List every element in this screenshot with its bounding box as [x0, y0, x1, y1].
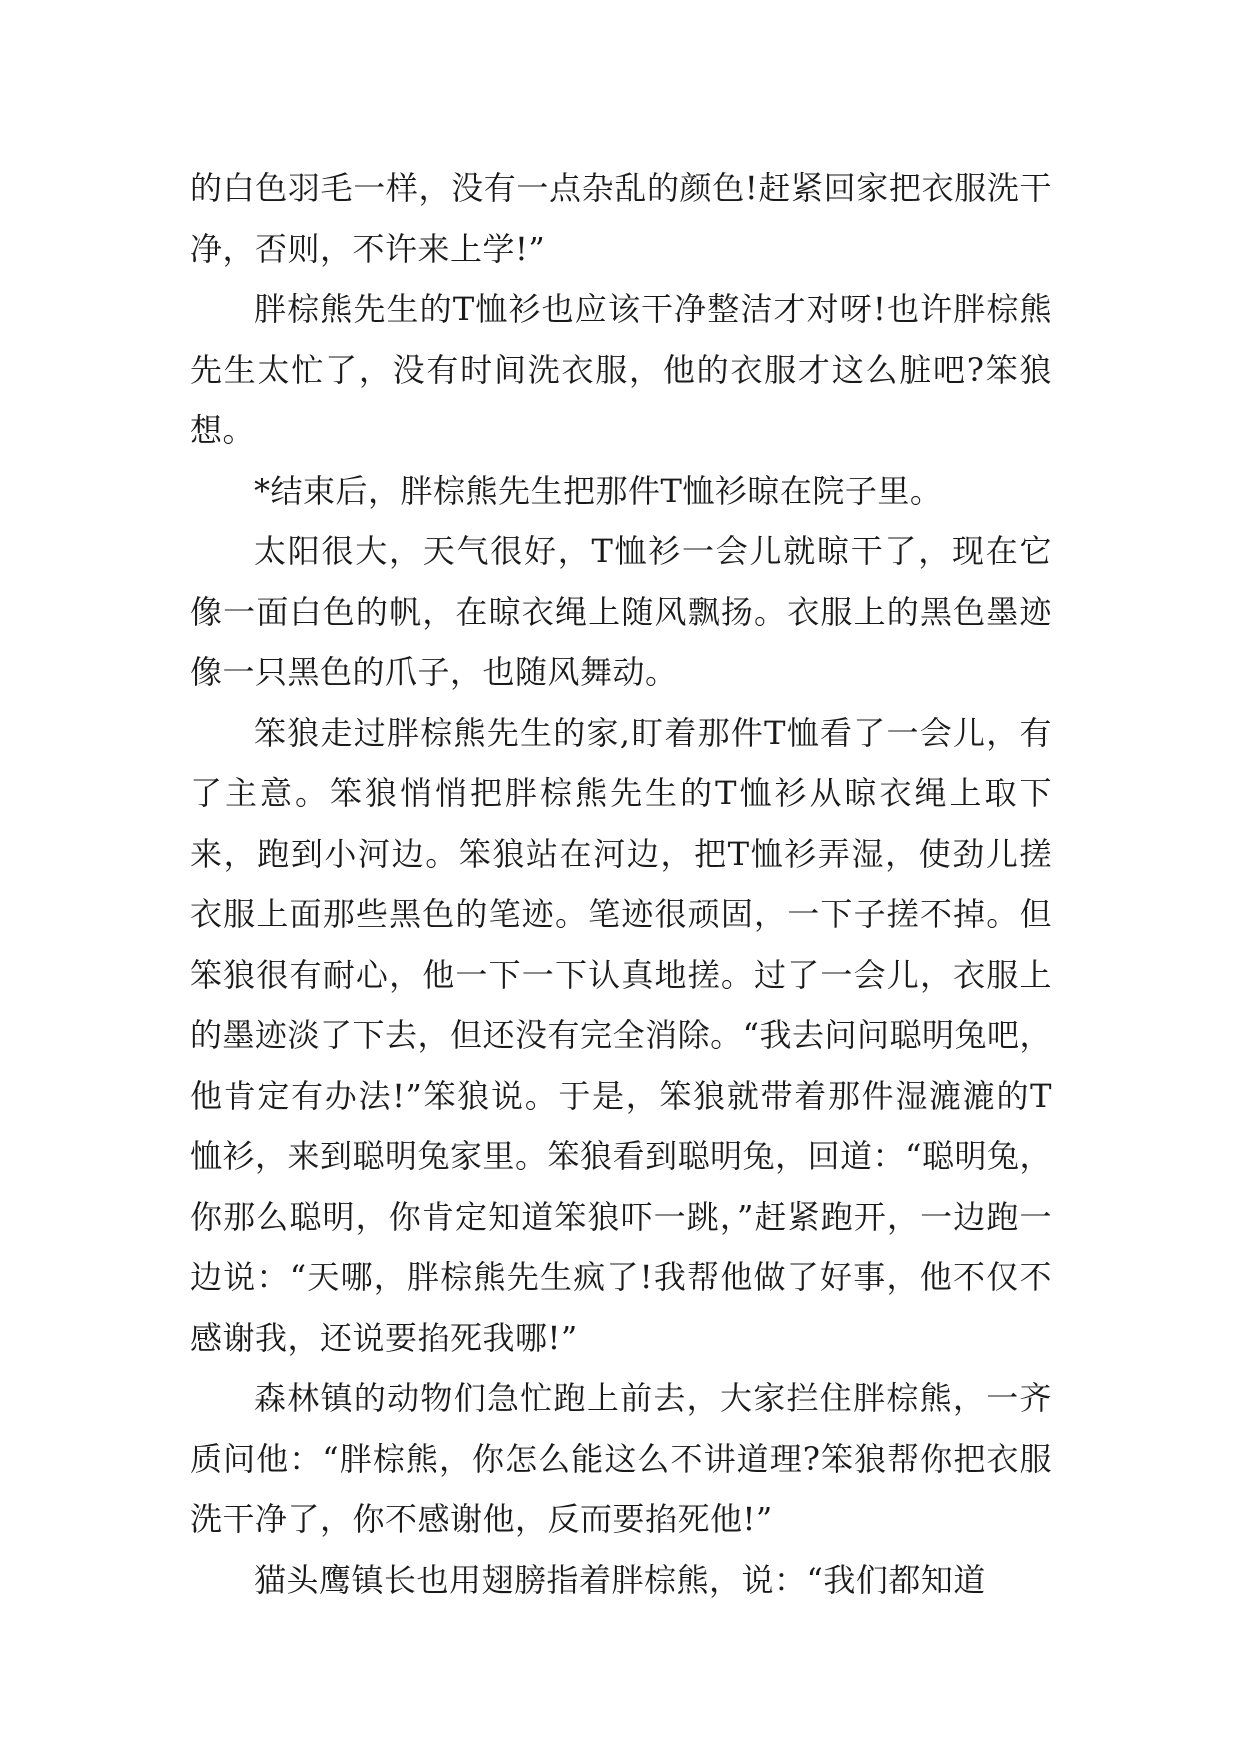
paragraph-7: 猫头鹰镇长也用翅膀指着胖棕熊，说：“我们都知道 — [254, 1560, 986, 1599]
paragraph-4: 太阳很大，天气很好，T恤衫一会儿就晾干了，现在它像一面白色的帆，在晾衣绳上随风飘扬。衣服上的黑色墨迹像一只黑色的爪子，也随风舞动。 — [190, 532, 1052, 691]
paragraph-6: 森林镇的动物们急忙跑上前去，大家拦住胖棕熊，一齐质问他：“胖棕熊，你怎么能这么不讲道理?笨狼帮你把衣服洗干净了，你不感谢他，反而要掐死他!” — [190, 1379, 1052, 1538]
paragraph-3: *结束后，胖棕熊先生把那件T恤衫晾在院子里。 — [254, 471, 943, 510]
paragraph-2: 胖棕熊先生的T恤衫也应该干净整洁才对呀!也许胖棕熊先生太忙了，没有时间洗衣服，他的衣服才这么脏吧?笨狼想。 — [190, 290, 1052, 449]
paragraph-1: 的白色羽毛一样，没有一点杂乱的颜色!赶紧回家把衣服洗干净，否则，不许来上学!” — [190, 169, 1052, 268]
paragraph-5: 笨狼走过胖棕熊先生的家,盯着那件T恤看了一会儿，有了主意。笨狼悄悄把胖棕熊先生的T恤衫从晾衣绳上取下来，跑到小河边。笨狼站在河边，把T恤衫弄湿，使劲儿搓衣服上面那些黑色的笔迹。笔迹很顽固，一下子搓不掉。但笨狼很有耐心，他一下一下认真地搓。过了一会儿，衣服上的墨迹淡了下去，但还没有完全消除。“我去问问聪明兔吧，他肯定有办法!”笨狼说。于是，笨狼就带着那件湿漉漉的T恤衫，来到聪明兔家里。笨狼看到聪明兔，回道：“聪明兔，你那么聪明，你肯定知道笨狼吓一跳，”赶紧跑开，一边跑一边说：“天哪，胖棕熊先生疯了!我帮他做了好事，他不仅不感谢我，还说要掐死我哪!” — [190, 713, 1052, 1357]
document-body — [190, 158, 1052, 1610]
